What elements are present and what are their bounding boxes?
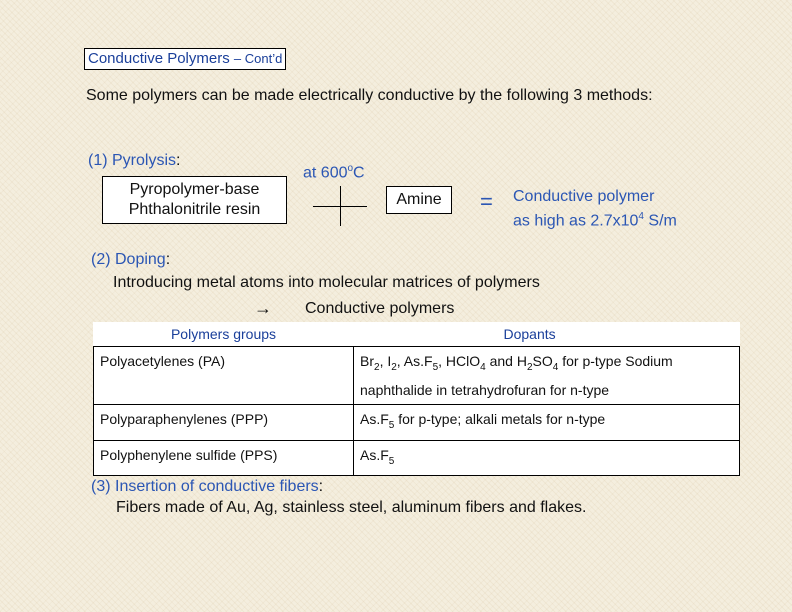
- product-text: [513, 187, 677, 231]
- subscript: 2: [374, 361, 380, 373]
- amine-box: Amine: [386, 186, 452, 214]
- header-polymer-groups: Polymers groups: [170, 326, 277, 342]
- slide-title: [84, 48, 286, 70]
- cross-horizontal-line: [313, 206, 367, 207]
- title-main: Conductive Polymers: [88, 50, 230, 67]
- doping-heading-colon: :: [165, 251, 171, 268]
- product-line-2a: as high as 2.7x10: [513, 212, 639, 230]
- subscript: 5: [388, 455, 395, 467]
- doping-heading-label: (2) Doping: [91, 251, 166, 268]
- resin-box: [102, 176, 287, 224]
- subscript: 2: [391, 361, 397, 373]
- dopant-text: As.F: [360, 446, 389, 463]
- table-cell-group: Polyacetylenes (PA): [94, 347, 354, 405]
- intro-text: Some polymers can be made electrically conductive by the following 3 methods:: [86, 87, 653, 104]
- subscript: 5: [388, 419, 395, 431]
- table-cell-dopant: [354, 404, 740, 440]
- resin-line-1: Pyropolymer-base: [129, 181, 260, 198]
- pyrolysis-heading-colon: :: [176, 152, 181, 169]
- table-cell-group: Polyphenylene sulfide (PPS): [94, 440, 354, 476]
- table-header-row: [94, 322, 740, 347]
- product-line-1: Conductive polymer: [513, 188, 655, 205]
- table-cell-dopant: [354, 440, 740, 476]
- dopant-text: , HClO: [438, 353, 481, 369]
- dopant-text: for p-type; alkali metals for n-type: [394, 410, 606, 427]
- right-arrow-icon: →: [254, 298, 272, 318]
- dopant-text: , I: [379, 353, 392, 369]
- table-row: [94, 347, 740, 405]
- temp-unit: C: [353, 164, 365, 182]
- table-cell-dopant: [354, 347, 740, 405]
- table-row: [94, 440, 740, 476]
- dopants-table: [93, 322, 740, 476]
- equals-sign: =: [480, 189, 493, 214]
- resin-line-2: Phthalonitrile resin: [128, 201, 261, 218]
- dopant-text: and H: [485, 353, 527, 369]
- insertion-heading: [91, 478, 323, 496]
- dopant-text: SO: [532, 353, 553, 369]
- pyrolysis-heading: [88, 152, 180, 170]
- insertion-description: Fibers made of Au, Ag, stainless steel, aluminum fibers and flakes.: [116, 499, 587, 516]
- subscript: 4: [480, 361, 486, 373]
- dopant-text: for p-type Sodium naphthalide in tetrahydrofuran for n-type: [360, 353, 673, 398]
- doping-result: Conductive polymers: [305, 300, 455, 317]
- insertion-heading-colon: :: [318, 478, 324, 495]
- product-line-2b: S/m: [643, 212, 677, 230]
- subscript: 5: [432, 361, 439, 373]
- table-cell-group: Polyparaphenylenes (PPP): [94, 404, 354, 440]
- subscript: 4: [552, 361, 559, 373]
- dopant-text: , As.F: [396, 353, 433, 369]
- header-dopants: Dopants: [503, 326, 556, 342]
- product-line-2: [513, 207, 677, 231]
- subscript: 2: [526, 361, 533, 373]
- temperature-label: [303, 163, 365, 182]
- product-exponent: 4: [638, 211, 644, 222]
- table-row: [94, 404, 740, 440]
- title-sub: – Cont’d: [233, 51, 283, 66]
- dopant-text: Br: [360, 353, 374, 369]
- dopant-text: As.F: [360, 410, 389, 427]
- temp-sup: o: [347, 163, 354, 174]
- doping-heading: [91, 251, 170, 269]
- insertion-heading-label: (3) Insertion of conductive fibers: [91, 478, 319, 495]
- pyrolysis-heading-label: (1) Pyrolysis: [88, 152, 177, 169]
- doping-description: Introducing metal atoms into molecular matrices of polymers: [113, 274, 540, 291]
- temp-prefix: at 600: [303, 164, 348, 182]
